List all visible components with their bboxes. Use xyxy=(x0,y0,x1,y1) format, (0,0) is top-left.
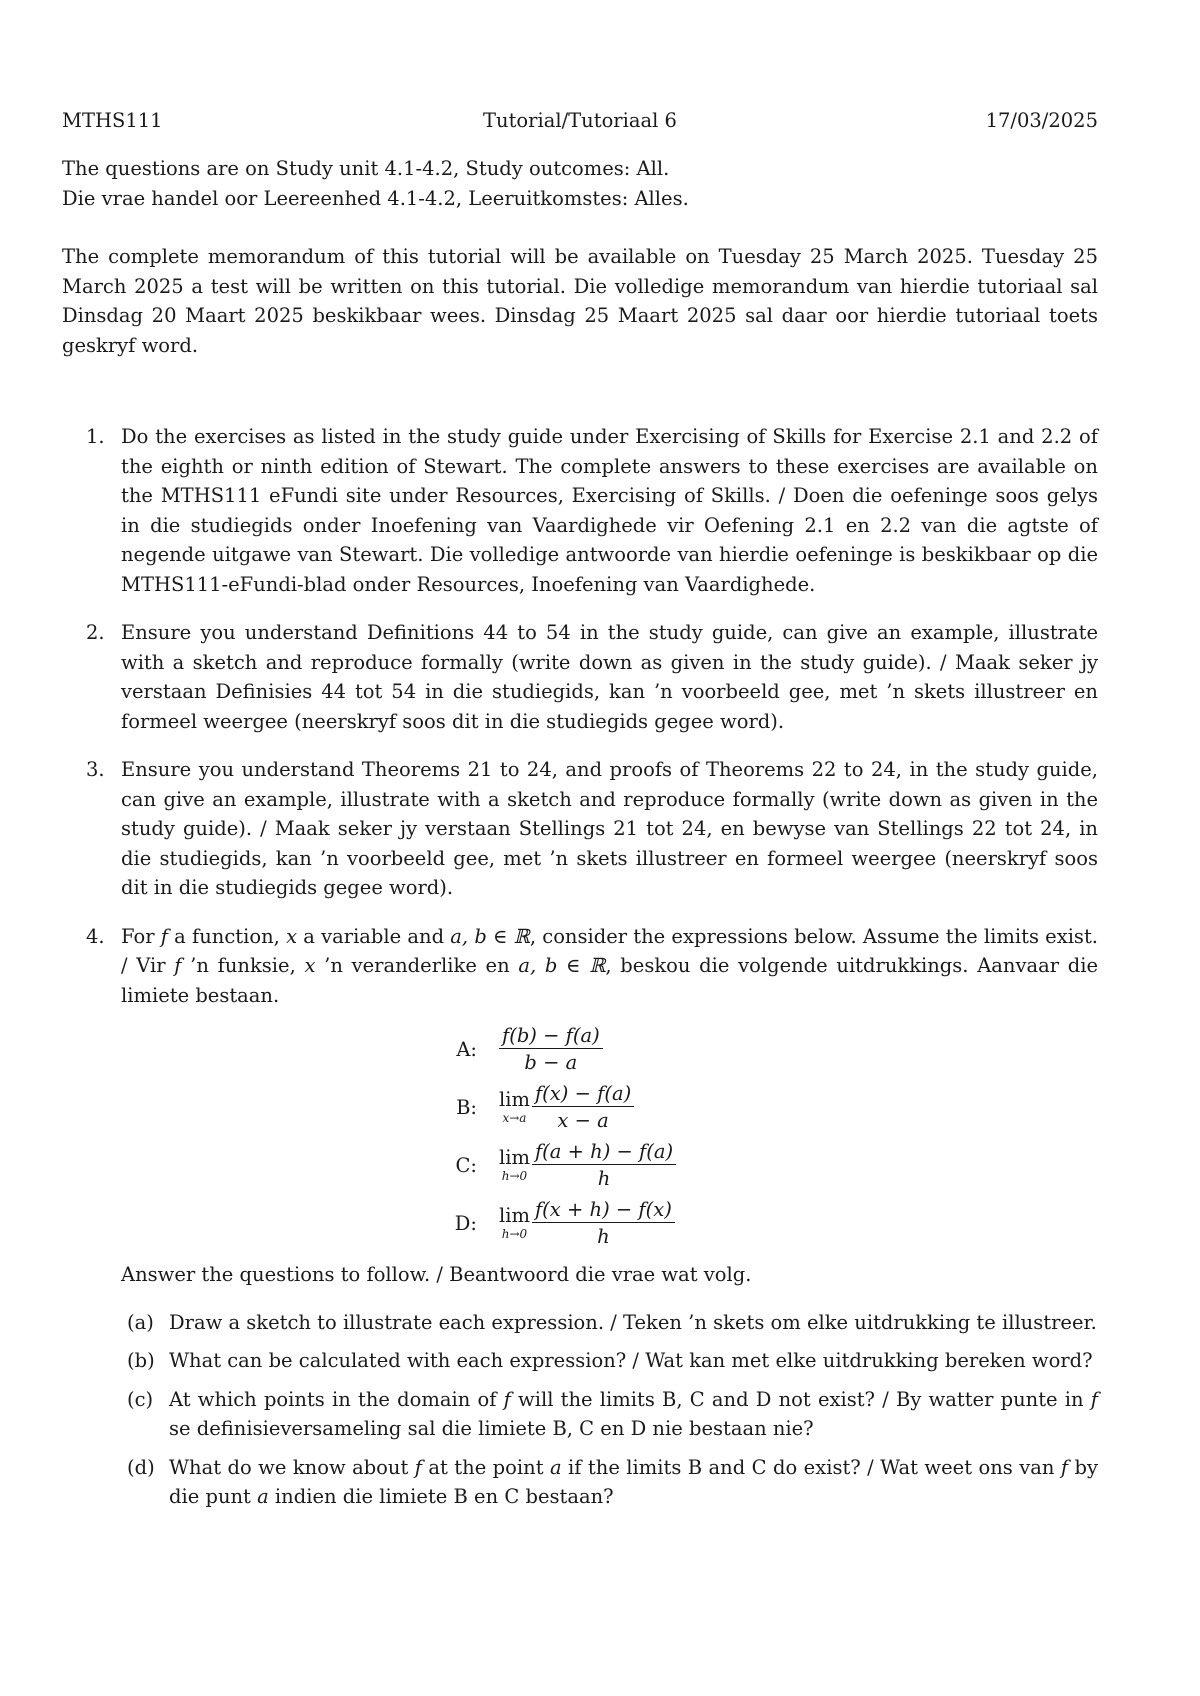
question-number: 2. xyxy=(86,621,105,644)
question-item xyxy=(62,618,1098,736)
subquestion-label: (b) xyxy=(127,1349,155,1372)
fraction xyxy=(532,1197,675,1248)
subquestion-item xyxy=(121,1308,1098,1338)
question-number: 3. xyxy=(86,758,105,781)
answer-instruction: Answer the questions to follow. / Beantwoord die vrae wat volg. xyxy=(121,1263,752,1286)
question-item xyxy=(62,422,1098,599)
expression-label: B: xyxy=(456,1095,477,1119)
expression-c xyxy=(121,1136,1098,1194)
intro-line-afrikaans: Die vrae handel oor Leereenhed 4.1-4.2, Leeruitkomstes: Alles. xyxy=(62,186,689,210)
expression-list xyxy=(121,1020,1098,1252)
page-title: Tutorial/Tutoriaal 6 xyxy=(483,109,677,132)
fraction xyxy=(499,1023,603,1074)
expression-label: C: xyxy=(455,1153,477,1177)
subquestion-list xyxy=(121,1308,1098,1512)
fraction-denominator: b − a xyxy=(524,1051,578,1074)
subquestion-text: What can be calculated with each expression? / Wat kan met elke uitdrukking bereken word? xyxy=(169,1349,1093,1372)
fraction-denominator: h xyxy=(597,1167,611,1190)
intro-block xyxy=(62,154,1098,213)
expression-a xyxy=(121,1020,1098,1078)
subquestion-item xyxy=(121,1453,1098,1512)
expression-label: A: xyxy=(456,1037,477,1061)
question-number: 1. xyxy=(86,425,105,448)
memo-paragraph: The complete memorandum of this tutorial will be available on Tuesday 25 March 2025. Tuesday 25 March 2025 a test will be written on this tutorial. Die volledige memorandum van hierdie tutoriaal sal Dinsdag 20 Maart 2025 beskikbaar wees. Dinsdag 25 Maart 2025 sal daar oor hierdie tutoriaal toets geskryf word. xyxy=(62,245,1098,357)
course-code: MTHS111 xyxy=(62,109,163,132)
subquestion-item xyxy=(121,1346,1098,1376)
question-text: For f a function, x a variable and a, b ∈ ℝ, consider the expressions below. Assume the limits exist. / Vir f ’n funksie, x ’n veranderlike en a, b ∈ ℝ, beskou die volgende uitdrukkings. Aanvaar die limiete bestaan. xyxy=(121,924,1099,1007)
limit-operator: lim h→0 xyxy=(499,1203,530,1242)
subquestion-label: (a) xyxy=(127,1310,154,1334)
expression-label: D: xyxy=(454,1211,477,1235)
question-item xyxy=(62,755,1098,903)
fraction-numerator: f(b) − f(a) xyxy=(499,1026,603,1050)
question-item xyxy=(62,922,1098,1512)
subquestion-label: (c) xyxy=(127,1387,154,1411)
question-number: 4. xyxy=(86,924,105,948)
question-list xyxy=(62,422,1098,1512)
limit-operator: lim h→0 xyxy=(499,1145,530,1184)
fraction-denominator: h xyxy=(597,1225,610,1248)
fraction xyxy=(532,1139,676,1190)
tutorial-page xyxy=(62,108,1098,1531)
header-date: 17/03/2025 xyxy=(985,109,1098,132)
expression-b xyxy=(121,1078,1098,1136)
subquestion-text: Draw a sketch to illustrate each expression. / Teken ’n skets om elke uitdrukking te illustreer. xyxy=(169,1310,1097,1334)
fraction-denominator: x − a xyxy=(557,1109,609,1132)
question-text: Ensure you understand Theorems 21 to 24, and proofs of Theorems 22 to 24, in the study guide, can give an example, illustrate with a sketch and reproduce formally (write down as given in the study guide). / Maak seker jy verstaan Stellings 21 tot 24, en bewyse van Stellings 22 tot 24, in die studiegids, kan ’n voorbeeld gee, met ’n skets illustreer en formeel weergee (neerskryf soos dit in die studiegids gegee word). xyxy=(121,758,1098,899)
fraction-numerator: f(a + h) − f(a) xyxy=(532,1142,676,1166)
question-text: Ensure you understand Definitions 44 to 54 in the study guide, can give an example, illustrate with a sketch and reproduce formally (write down as given in the study guide). / Maak seker jy verstaan Definisies 44 tot 54 in die studiegids, kan ’n voorbeeld gee, met ’n skets illustreer en formeel weergee (neerskryf soos dit in die studiegids gegee word). xyxy=(121,621,1098,733)
fraction xyxy=(532,1081,634,1132)
expression-d xyxy=(121,1194,1098,1252)
limit-operator: lim x→a xyxy=(499,1087,530,1126)
question-text: Do the exercises as listed in the study guide under Exercising of Skills for Exercise 2.1 and 2.2 of the eighth or ninth edition of Stewart. The complete answers to these exercises are available on the MTHS111 eFundi site under Resources, Exercising of Skills. / Doen die oefeninge soos gelys in die studiegids onder Inoefening van Vaardighede vir Oefening 2.1 en 2.2 van die agtste of negende uitgawe van Stewart. Die volledige antwoorde van hierdie oefeninge is beskikbaar op die MTHS111-eFundi-blad onder Resources, Inoefening van Vaardighede. xyxy=(121,425,1098,596)
fraction-numerator: f(x + h) − f(x) xyxy=(532,1200,675,1224)
subquestion-item xyxy=(121,1385,1098,1444)
subquestion-label: (d) xyxy=(127,1455,155,1479)
subquestion-text: At which points in the domain of f will the limits B, C and D not exist? / By watter punte in f se definisieversameling sal die limiete B, C en D nie bestaan nie? xyxy=(169,1387,1098,1440)
page-header xyxy=(62,108,1098,134)
intro-line-english: The questions are on Study unit 4.1-4.2, Study outcomes: All. xyxy=(62,157,670,180)
fraction-numerator: f(x) − f(a) xyxy=(532,1084,634,1108)
subquestion-text: What do we know about f at the point a if the limits B and C do exist? / Wat weet ons van f by die punt a indien die limiete B en C bestaan? xyxy=(169,1455,1099,1508)
